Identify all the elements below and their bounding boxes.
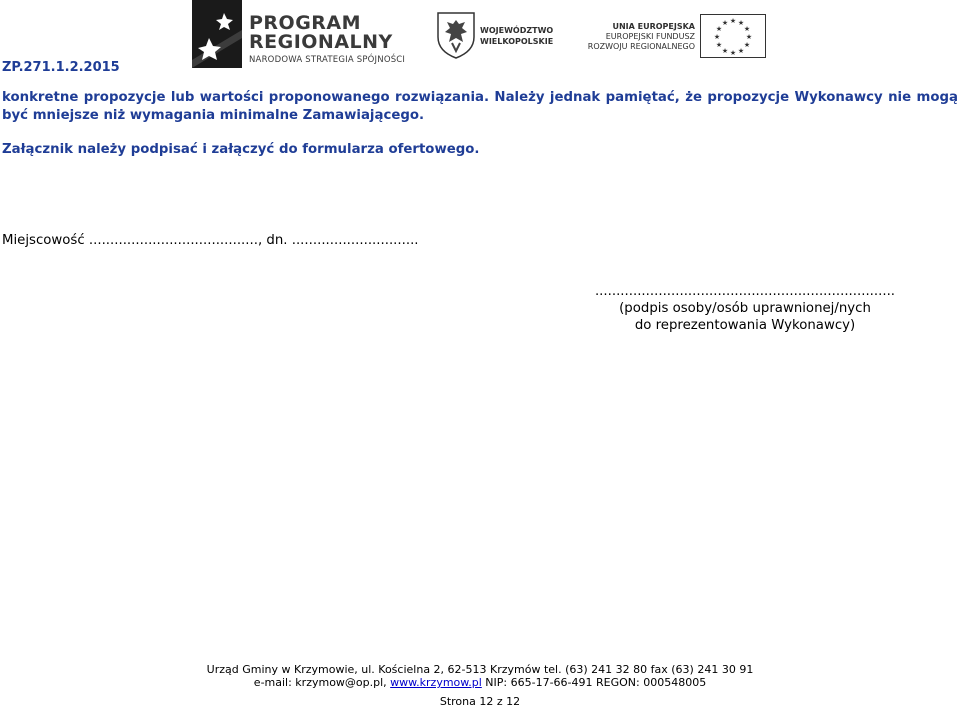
strategy-line: NARODOWA STRATEGIA SPÓJNOŚCI (249, 55, 406, 65)
signature-dots: ....................................................................... (594, 284, 896, 299)
page-number: Strona 12 z 12 (439, 695, 521, 708)
funding-logos-banner (192, 0, 768, 68)
svg-text:★: ★ (713, 33, 721, 41)
svg-text:★: ★ (721, 19, 729, 27)
signature-block (560, 283, 930, 334)
website-link[interactable]: www.krzymow.pl (390, 676, 482, 689)
woj-line1: WOJEWÓDZTWO (480, 26, 554, 35)
signature-caption-line1: (podpis osoby/osób uprawnionej/nych (619, 301, 871, 316)
svg-text:★: ★ (729, 49, 737, 57)
wielkopolska-crest-icon (436, 11, 476, 59)
ue-line3: ROZWOJU REGIONALNEGO (587, 42, 695, 51)
svg-text:★: ★ (729, 17, 737, 25)
svg-text:★: ★ (743, 25, 751, 33)
svg-text:★: ★ (743, 41, 751, 49)
place-date-line: Miejscowość ........................................, dn. .............................. (2, 233, 419, 248)
footer-ids: NIP: 665-17-66-491 REGON: 000548005 (485, 676, 707, 689)
footer-address: Urząd Gminy w Krzymowie, ul. Kościelna 2, 62-513 Krzymów tel. (63) 241 32 80 fax (63) 241 30 91 (206, 663, 754, 676)
eu-flag-icon (700, 14, 766, 58)
attachment-instruction: Załącznik należy podpisać i załączyć do formularza ofertowego. (2, 142, 480, 157)
svg-text:★: ★ (745, 33, 753, 41)
requirements-paragraph: konkretne propozycje lub wartości proponowanego rozwiązania. Należy jednak pamiętać, że propozycje Wykonawcy nie mogą być mniejsze niż wymagania minimalne Zamawiającego. (2, 90, 958, 123)
program-line: PROGRAM (249, 12, 362, 34)
signature-caption-line2: do reprezentowania Wykonawcy) (634, 318, 856, 333)
woj-line2: WIELKOPOLSKIE (480, 37, 554, 46)
ue-line2: EUROPEJSKI FUNDUSZ (605, 32, 695, 41)
svg-text:★: ★ (737, 19, 745, 27)
ue-line1: UNIA EUROPEJSKA (612, 22, 695, 31)
svg-text:★: ★ (737, 47, 745, 55)
footer-email: e-mail: krzymow@op.pl, (253, 676, 387, 689)
svg-text:★: ★ (721, 47, 729, 55)
eu-text (587, 22, 695, 52)
svg-text:★: ★ (715, 41, 723, 49)
regionalny-line: REGIONALNY (249, 31, 393, 53)
wojewodztwo-text (480, 25, 553, 47)
footer-contact (200, 676, 760, 689)
document-reference: ZP.271.1.2.2015 (2, 60, 120, 75)
program-regionalny-logo-icon (192, 0, 242, 68)
program-regionalny-text (249, 14, 405, 65)
svg-text:★: ★ (715, 25, 723, 33)
